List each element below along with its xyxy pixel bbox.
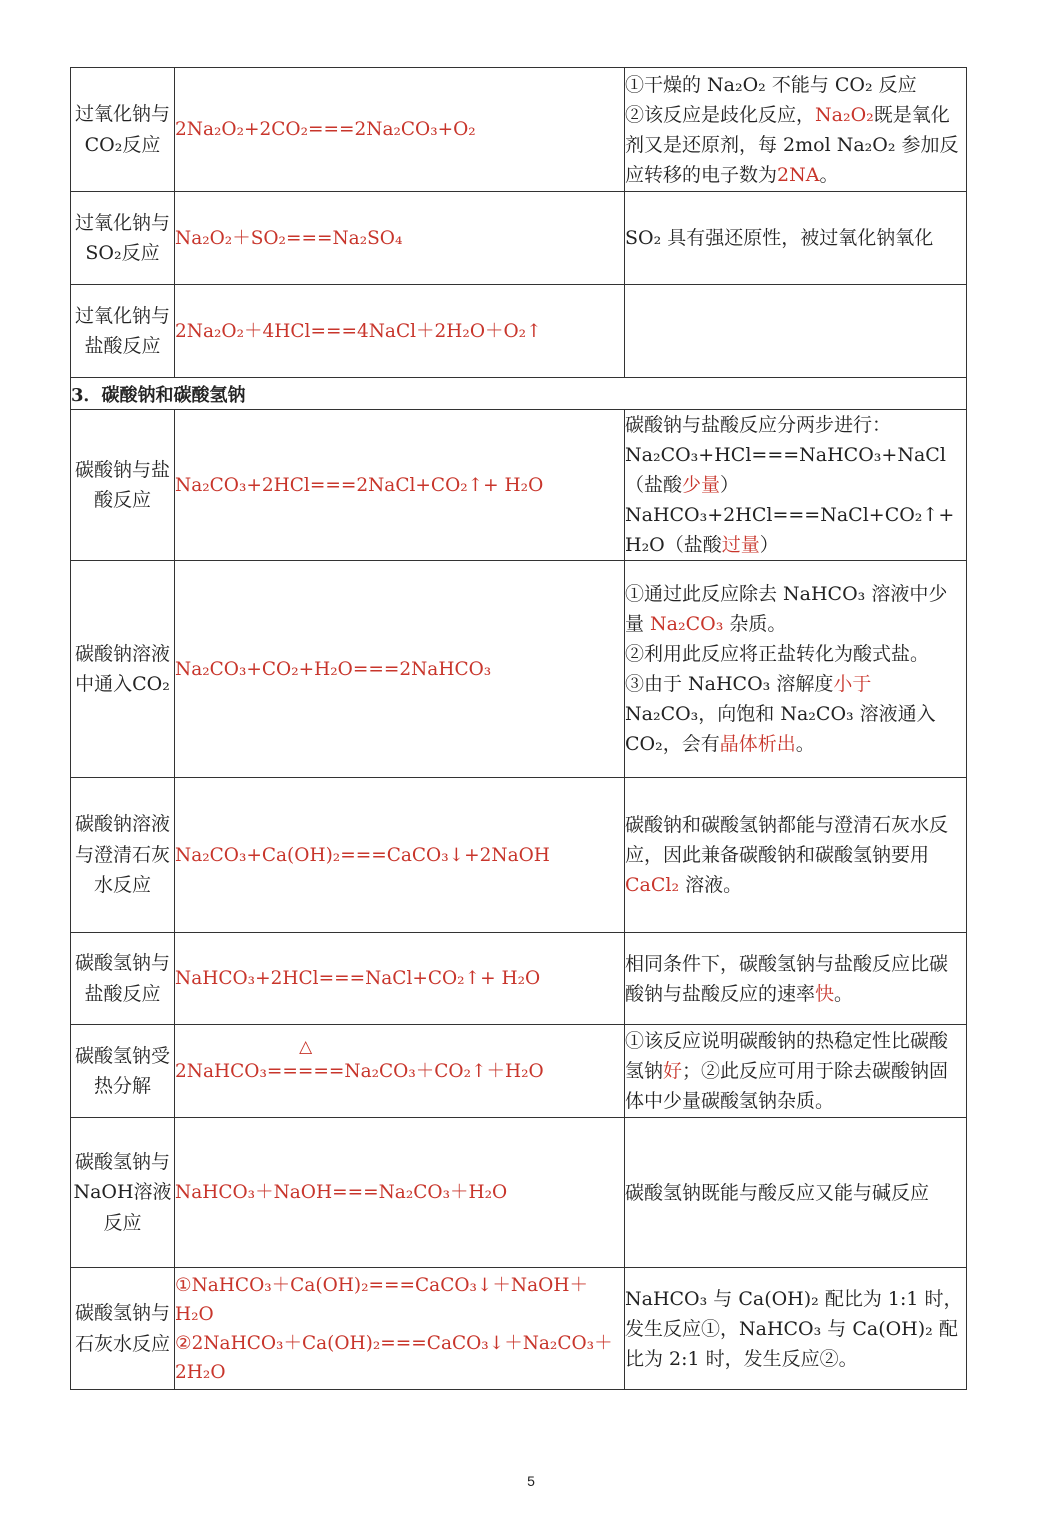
table-row xyxy=(71,1268,967,1390)
note-line: ②利用此反应将正盐转化为酸式盐。 xyxy=(625,643,930,665)
reaction-name-cell: 碳酸氢钠与NaOH溶液反应 xyxy=(71,1118,175,1268)
table-row xyxy=(71,68,967,192)
heat-triangle-icon: △ xyxy=(299,1036,313,1057)
table-row xyxy=(71,561,967,778)
reaction-name-cell: 碳酸氢钠受热分解 xyxy=(71,1025,175,1118)
note-line: ②该反应是歧化反应，Na₂O₂既是氧化剂又是还原剂，每 2mol Na₂O₂ 参加反应转移的电子数为2NA。 xyxy=(625,103,959,186)
table-row xyxy=(71,933,967,1025)
note-line: Na₂CO₃+HCl===NaHCO₃+NaCl xyxy=(625,444,946,466)
note-cell: ①该反应说明碳酸钠的热稳定性比碳酸氢钠好；②此反应可用于除去碳酸钠固体中少量碳酸氢钠杂质。 xyxy=(625,1025,967,1118)
equation-cell: NaHCO₃+2HCl===NaCl+CO₂↑+ H₂O xyxy=(175,933,625,1025)
table-row xyxy=(71,1118,967,1268)
equation-cell: 2NaHCO₃ △ =====Na₂CO₃＋CO₂↑＋H₂O xyxy=(175,1025,625,1118)
table-row xyxy=(71,285,967,378)
note-cell: 碳酸钠和碳酸氢钠都能与澄清石灰水反应，因此兼备碳酸钠和碳酸氢钠要用 CaCl₂ 溶液。 xyxy=(625,778,967,933)
reaction-name-cell: 碳酸钠与盐酸反应 xyxy=(71,410,175,561)
note-line: ①干燥的 Na₂O₂ 不能与 CO₂ 反应 xyxy=(625,73,917,96)
note-line: ①通过此反应除去 NaHCO₃ 溶液中少量 Na₂CO₃ 杂质。 xyxy=(625,583,948,635)
note-line: （盐酸少量） xyxy=(625,474,740,496)
note-line: ③由于 NaHCO₃ 溶解度小于 Na₂CO₃，向饱和 Na₂CO₃ 溶液通入 CO₂，会有晶体析出。 xyxy=(625,673,936,755)
equation-cell: Na₂O₂＋SO₂===Na₂SO₄ xyxy=(175,192,625,285)
reaction-name-cell: 碳酸氢钠与盐酸反应 xyxy=(71,933,175,1025)
table-row xyxy=(71,778,967,933)
note-cell xyxy=(625,410,967,561)
equation-cell: Na₂CO₃+Ca(OH)₂===CaCO₃↓+2NaOH xyxy=(175,778,625,933)
equation-cell: 2Na₂O₂+2CO₂===2Na₂CO₃+O₂ xyxy=(175,68,625,192)
reaction-table xyxy=(70,67,967,1390)
page-number: 5 xyxy=(527,1473,535,1489)
table-row xyxy=(71,1025,967,1118)
reaction-name-cell: 碳酸钠溶液与澄清石灰水反应 xyxy=(71,778,175,933)
reaction-name-cell: 过氧化钠与盐酸反应 xyxy=(71,285,175,378)
section-title: 3．碳酸钠和碳酸氢钠 xyxy=(71,378,967,410)
equation-cell xyxy=(175,1268,625,1390)
equation-cell: 2Na₂O₂＋4HCl===4NaCl＋2H₂O＋O₂↑ xyxy=(175,285,625,378)
note-cell: SO₂ 具有强还原性，被过氧化钠氧化 xyxy=(625,192,967,285)
heat-condition: △ ===== xyxy=(266,1036,345,1082)
note-line: NaHCO₃+2HCl===NaCl+CO₂↑+ H₂O（盐酸过量） xyxy=(625,504,955,556)
note-cell xyxy=(625,68,967,192)
equation-line: ①NaHCO₃＋Ca(OH)₂===CaCO₃↓＋NaOH＋H₂O xyxy=(175,1274,588,1325)
note-line: 碳酸钠与盐酸反应分两步进行： xyxy=(625,414,892,436)
equation-cell: Na₂CO₃+CO₂+H₂O===2NaHCO₃ xyxy=(175,561,625,778)
section-header-row xyxy=(71,378,967,410)
note-cell: NaHCO₃ 与 Ca(OH)₂ 配比为 1:1 时，发生反应①，NaHCO₃ 与 Ca(OH)₂ 配比为 2:1 时，发生反应②。 xyxy=(625,1268,967,1390)
note-cell: 相同条件下，碳酸氢钠与盐酸反应比碳酸钠与盐酸反应的速率快。 xyxy=(625,933,967,1025)
note-cell xyxy=(625,285,967,378)
reaction-name-cell: 过氧化钠与SO₂反应 xyxy=(71,192,175,285)
table-row xyxy=(71,410,967,561)
reaction-name-cell: 过氧化钠与CO₂反应 xyxy=(71,68,175,192)
note-cell: 碳酸氢钠既能与酸反应又能与碱反应 xyxy=(625,1118,967,1268)
note-cell xyxy=(625,561,967,778)
table-row xyxy=(71,192,967,285)
equation-cell: NaHCO₃＋NaOH===Na₂CO₃＋H₂O xyxy=(175,1118,625,1268)
reaction-name-cell: 碳酸钠溶液中通入CO₂ xyxy=(71,561,175,778)
equation-line: ②2NaHCO₃＋Ca(OH)₂===CaCO₃↓＋Na₂CO₃＋2H₂O xyxy=(175,1332,613,1383)
equation-cell: Na₂CO₃+2HCl===2NaCl+CO₂↑+ H₂O xyxy=(175,410,625,561)
reaction-name-cell: 碳酸氢钠与石灰水反应 xyxy=(71,1268,175,1390)
